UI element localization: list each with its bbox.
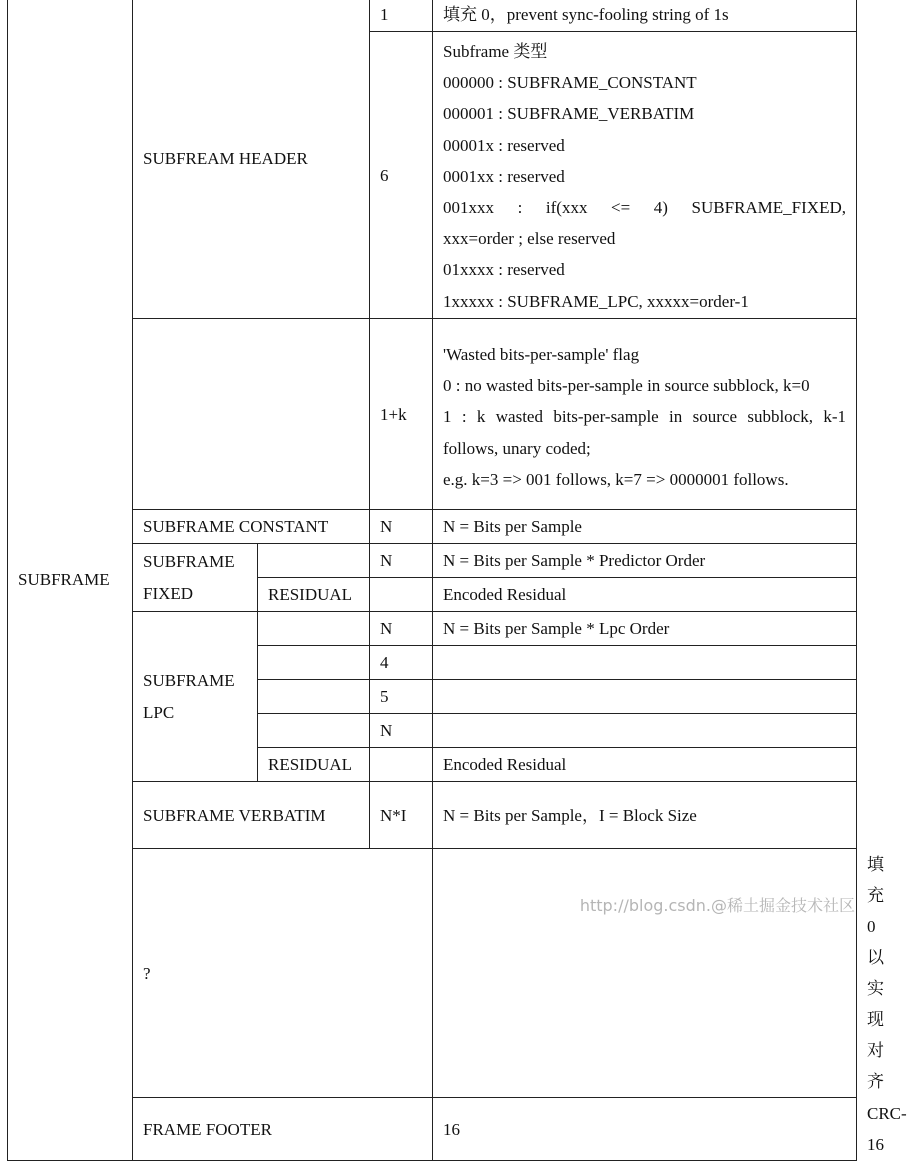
subframe-type-line: 0001xx : reserved [443,166,565,186]
lpc-bits: 4 [370,646,433,680]
subframe-lpc-label [133,612,258,782]
lpc-bits: N [370,714,433,748]
flac-subframe-table: SUBFRAME SUBFREAM HEADER 1 填充 0，prevent sync-fooling string of 1s 6 Subframe 类型 000000 : SUBFRAME_CONSTANT 000001 : SUBFRAME_VERBATIM 00001x : reserved 0001xx : reserved 001xxx : if(xxx <= 4) SUBFRAME_FIXED, xxx=order ; else reserved 01xxxx : reserved 1xxxxx : SUBFRAME_LPC, xxxxx=order-1 1+k 'Wasted bits-per-sample' flag 0 : no wasted bits-per-sample in source subblock, k=0 1 : k wasted bits-per-sample in source subblock, k-1 follows, unary coded; e.g. k=3 => 001 follows, k=7 => 0000001 follows. SUBFRAME CONSTANT N N = Bits per Sample SUBFRAME FIXED N N = Bits per Sample * Predictor Order RESIDUAL Encoded Residual SUBFRAME LPC N N = Bits per Sample * Lpc Order 4 5 N RESIDUAL Encoded Residual SUBFRAME VERBATIM N*I N = Bits per Sample，I = Block Size ? 填充 0 以实现对齐 FRAME FOOTER 16 CRC-16 [7,0,857,1161]
fixed-residual-bits [370,578,433,612]
lpc-bits: N [370,612,433,646]
wasted-line: 'Wasted bits-per-sample' flag [443,345,640,364]
wasted-line: 0 : no wasted bits-per-sample in source subblock, k=0 [443,376,810,396]
zero-pad-bits: 1 [370,0,433,32]
subframe-type-line: 001xxx : if(xxx <= 4) SUBFRAME_FIXED, [443,198,846,218]
lpc-sub-cell [258,714,370,748]
lpc-sub-cell [258,612,370,646]
fixed-label-line: FIXED [143,583,194,603]
alignment-bits [433,849,857,1098]
fixed-desc: N = Bits per Sample * Predictor Order [433,544,857,578]
subframe-type-line: 000001 : SUBFRAME_VERBATIM [443,104,695,124]
lpc-label-line: SUBFRAME [143,670,235,690]
subframe-verbatim-desc: N = Bits per Sample，I = Block Size [433,782,857,849]
lpc-residual-desc: Encoded Residual [433,748,857,782]
lpc-bits: 5 [370,680,433,714]
subframe-header-desc [433,32,857,319]
wasted-bits-desc [433,319,857,510]
subframe-type-line: Subframe 类型 [443,42,548,61]
lpc-residual-bits [370,748,433,782]
subframe-header-bits: 6 [370,32,433,319]
lpc-desc: N = Bits per Sample * Lpc Order [433,612,857,646]
wasted-line: follows, unary coded; [443,438,591,458]
fixed-label-line: SUBFRAME [143,551,235,571]
wasted-bits-label [133,319,370,510]
lpc-sub-cell [258,646,370,680]
wasted-bits-count: 1+k [370,319,433,510]
subframe-constant-desc: N = Bits per Sample [433,510,857,544]
subframe-fixed-label [133,544,258,612]
zero-pad-desc: 填充 0，prevent sync-fooling string of 1s [433,0,857,32]
frame-footer-label: FRAME FOOTER [133,1098,433,1161]
lpc-desc [433,714,857,748]
lpc-residual-label: RESIDUAL [258,748,370,782]
subframe-constant-label: SUBFRAME CONSTANT [133,510,370,544]
lpc-desc [433,646,857,680]
lpc-label-line: LPC [143,702,175,722]
subframe-header-label: SUBFREAM HEADER [133,0,370,319]
subframe-constant-bits: N [370,510,433,544]
watermark: http://blog.csdn.@稀土掘金技术社区 [579,896,855,915]
wasted-line: e.g. k=3 => 001 follows, k=7 => 0000001 follows. [443,469,789,489]
lpc-desc [433,680,857,714]
fixed-residual-desc: Encoded Residual [433,578,857,612]
alignment-label: ? [133,849,433,1098]
lpc-sub-cell [258,680,370,714]
frame-footer-bits: 16 [433,1098,857,1161]
subframe-type-line: 00001x : reserved [443,135,565,155]
subframe-verbatim-bits: N*I [370,782,433,849]
fixed-bits: N [370,544,433,578]
subframe-label-cell: SUBFRAME [8,0,133,1161]
subframe-type-line: xxx=order ; else reserved [443,229,616,249]
fixed-residual-label: RESIDUAL [258,578,370,612]
subframe-type-line: 000000 : SUBFRAME_CONSTANT [443,73,697,93]
subframe-type-line: 01xxxx : reserved [443,260,565,280]
wasted-line: 1 : k wasted bits-per-sample in source subblock, k-1 [443,407,846,427]
subframe-type-line: 1xxxxx : SUBFRAME_LPC, xxxxx=order-1 [443,291,749,311]
fixed-sub-cell [258,544,370,578]
subframe-verbatim-label: SUBFRAME VERBATIM [133,782,370,849]
